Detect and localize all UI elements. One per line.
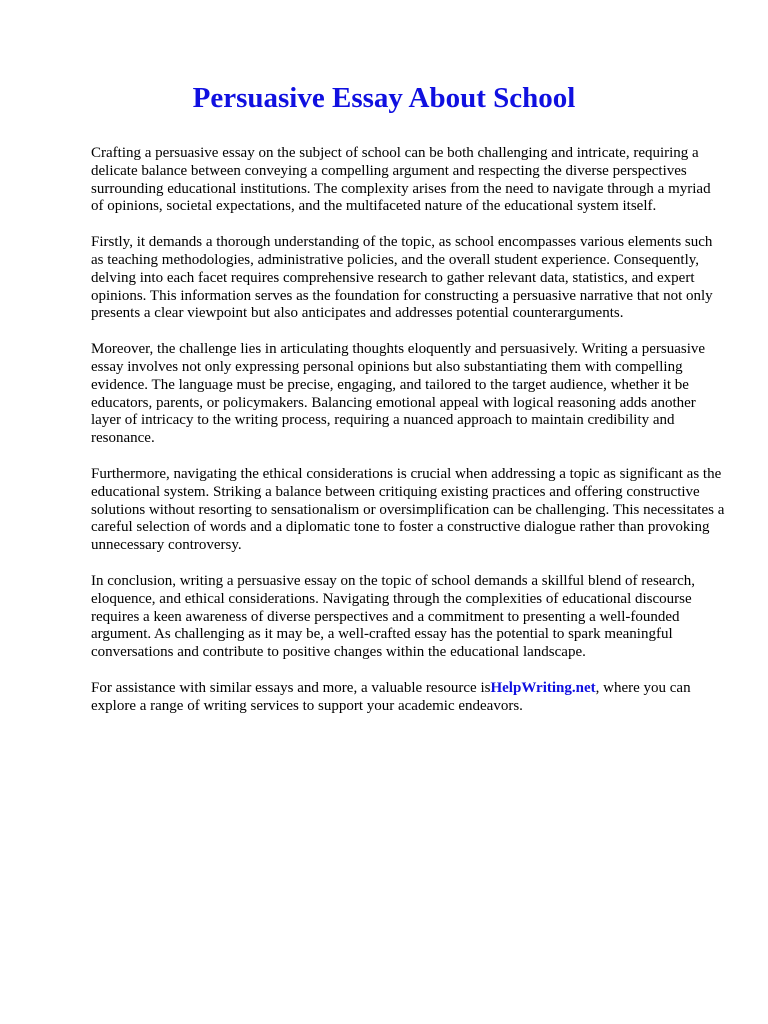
paragraph-intro: Crafting a persuasive essay on the subject of school can be both challenging and intricate, requiring a delicate balance between conveying a compelling argument and respecting the diverse perspectives surrounding educational institutions. The complexity arises from the need to navigate through a myriad of opinions, societal expectations, and the multifaceted nature of the educational system itself. [91,145,711,215]
document-title: Persuasive Essay About School [192,82,576,114]
document-body [91,145,726,734]
closing-text-before-link: For assistance with similar essays and more, a valuable resource is [91,679,491,696]
paragraph-furthermore: Furthermore, navigating the ethical considerations is crucial when addressing a topic as significant as the educational system. Striking a balance between critiquing existing practices and offering constructive solutions without resorting to sensationalism or oversimplification can be challenging. This necessitates a careful selection of words and a diplomatic tone to foster a constructive dialogue rather than provoking unnecessary controversy. [91,465,725,554]
paragraph-firstly: Firstly, it demands a thorough understanding of the topic, as school encompasses various elements such as teaching methodologies, administrative policies, and the overall student experience. Consequently, delving into each facet requires comprehensive research to gather relevant data, statistics, and expert opinions. This information serves as the foundation for constructing a persuasive narrative that not only presents a clear viewpoint but also anticipates and addresses potential counterarguments. [91,234,713,322]
paragraph-closing [91,680,726,716]
helpwriting-link[interactable]: HelpWriting.net [490,679,596,696]
paragraph-conclusion: In conclusion, writing a persuasive essay on the topic of school demands a skillful blend of research, eloquence, and ethical considerations. Navigating through the complexities of educational discourse requires a keen awareness of diverse perspectives and a commitment to presenting a well-founded argument. As challenging as it may be, a well-crafted essay has the potential to spark meaningful conversations and contribute to positive changes within the educational landscape. [91,572,696,661]
closing-text-after-link: , where you can explore a range of writing services to support your academic endeavors. [91,679,691,714]
paragraph-moreover: Moreover, the challenge lies in articulating thoughts eloquently and persuasively. Writing a persuasive essay involves not only expressing personal opinions but also substantiating them with compelling evidence. The language must be precise, engaging, and tailored to the target audience, whether it be educators, parents, or policymakers. Balancing emotional appeal with logical reasoning adds another layer of intricacy to the writing process, requiring a nuanced approach to maintain credibility and resonance. [91,341,706,447]
